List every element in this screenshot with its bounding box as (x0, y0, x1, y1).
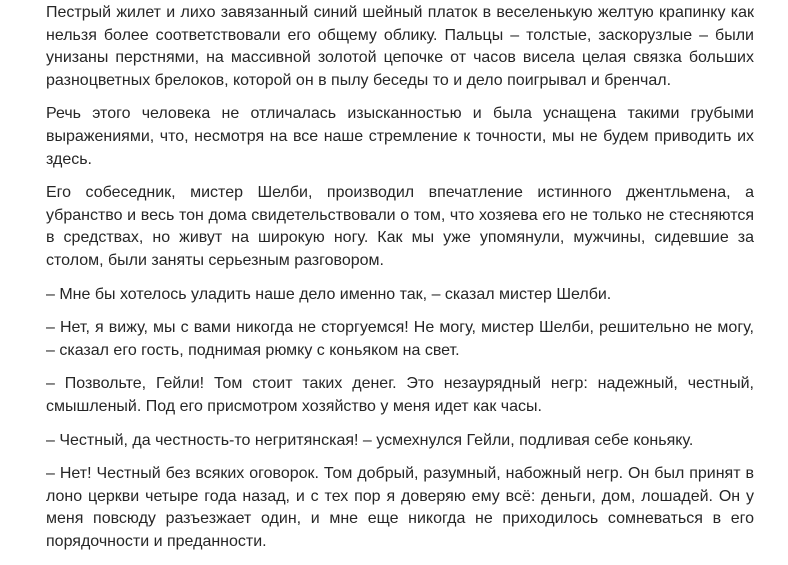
paragraph-6: – Позвольте, Гейли! Том стоит таких денег. Это незаурядный негр: надежный, честный, смышленый. Под его присмотром хозяйство у меня идет как часы. (46, 375, 754, 415)
paragraph-3: Его собеседник, мистер Шелби, производил впечатление истинного джентльмена, а убранство и весь тон дома свидетельствовали о том, что хозяева его не только не стесняются в средствах, но живут на широкую ногу. Как мы уже упомянули, мужчины, сидевшие за столом, были заняты серьезным разговором. (46, 184, 754, 269)
paragraph-4: – Мне бы хотелось уладить наше дело именно так, – сказал мистер Шелби. (46, 285, 612, 303)
paragraph-2: Речь этого человека не отличалась изысканностью и была уснащена такими грубыми выражениями, что, несмотря на все наше стремление к точности, мы не будем приводить их здесь. (46, 105, 754, 168)
paragraph-5: – Нет, я вижу, мы с вами никогда не сторгуемся! Не могу, мистер Шелби, решительно не могу, – сказал его гость, поднимая рюмку с коньяком на свет. (46, 319, 754, 359)
paragraph-1: Пестрый жилет и лихо завязанный синий шейный платок в веселенькую желтую крапинку как нельзя более соответствовали его общему облику. Пальцы – толстые, заскорузлые – были унизаны перстнями, на массивной золотой цепочке от часов висела целая связка больших разноцветных брелоков, которой он в пылу беседы то и дело поигрывал и бренчал. (46, 4, 754, 89)
paragraph-7: – Честный, да честность-то негритянская! – усмехнулся Гейли, подливая себе коньяку. (46, 431, 694, 449)
paragraph-8: – Нет! Честный без всяких оговорок. Том добрый, разумный, набожный негр. Он был принят в лоно церкви четыре года назад, и с тех пор я доверяю ему всё: деньги, дом, лошадей. Он у меня повсюду разъезжает один, и мне еще никогда не приходилось сомневаться в его порядочности и преданности. (46, 465, 754, 550)
